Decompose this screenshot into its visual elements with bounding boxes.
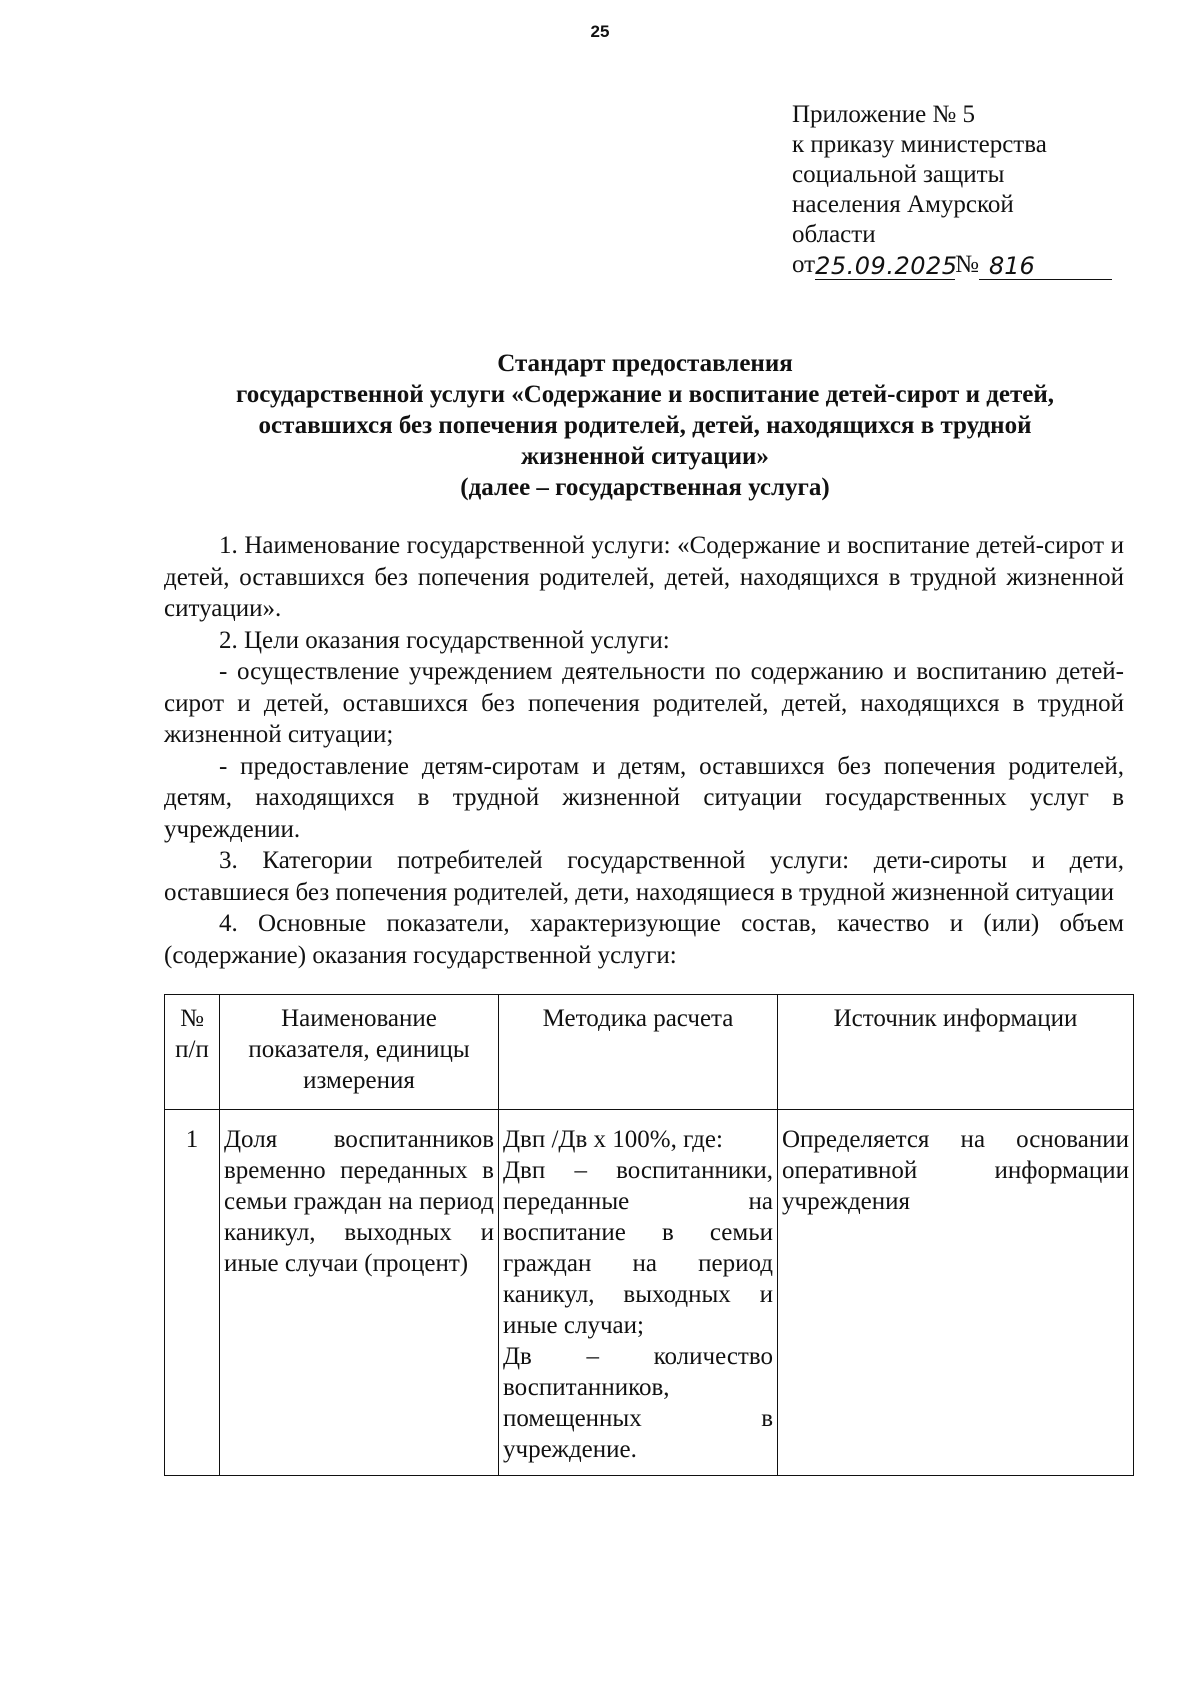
paragraph-goal-2: - предоставление детям-сиротам и детям, оставшихся без попечения родителей, детям, находящихся в трудной жизненной ситуации государственных услуг в учреждении. xyxy=(164,752,1124,843)
table-row xyxy=(165,1110,1134,1476)
method-definition-dv: Дв – количество воспитанников, помещенных в учреждение. xyxy=(503,1343,773,1463)
page-number: 25 xyxy=(590,22,610,41)
handwritten-order-number: 816 xyxy=(979,253,1112,280)
title-line: (далее – государственная услуга) xyxy=(460,474,830,501)
order-date-number-line xyxy=(792,250,1112,280)
appendix-line: населения Амурской xyxy=(792,191,1014,218)
header-calculation-method: Методика расчета xyxy=(499,995,778,1110)
paragraph-consumer-categories: 3. Категории потребителей государственной услуги: дети-сироты и дети, оставшиеся без попечения родителей, дети, находящиеся в трудной жизненной ситуации xyxy=(164,847,1124,906)
row-information-source: Определяется на основании оперативной информации учреждения xyxy=(778,1110,1134,1476)
row-indicator-name: Доля воспитанников временно переданных в семьи граждан на период каникул, выходных и иные случаи (процент) xyxy=(220,1110,499,1476)
title-line: оставшихся без попечения родителей, детей, находящихся в трудной xyxy=(258,412,1032,439)
header-indicator-name: Наименование показателя, единицы измерения xyxy=(220,995,499,1110)
title-line: государственной услуги «Содержание и воспитание детей-сирот и детей, xyxy=(235,381,1055,408)
appendix-line: социальной защиты xyxy=(792,161,1005,188)
appendix-line: области xyxy=(792,221,876,248)
appendix-block xyxy=(792,100,1112,280)
title-line: жизненной ситуации» xyxy=(521,443,769,470)
appendix-line: Приложение № 5 xyxy=(792,101,976,128)
paragraph-service-name: 1. Наименование государственной услуги: «Содержание и воспитание детей-сирот и детей, оставшихся без попечения родителей, детей, находящихся в трудной жизненной ситуации». xyxy=(164,532,1124,622)
method-definition-dvp: Двп – воспитанники, переданные на воспитание в семьи граждан на период каникул, выходных и иные случаи; xyxy=(503,1157,773,1339)
date-prefix: от xyxy=(792,251,816,278)
handwritten-date: 25.09.2025 xyxy=(815,252,958,280)
number-prefix: № xyxy=(955,251,979,278)
paragraph-goal-1: - осуществление учреждением деятельности по содержанию и воспитанию детей-сирот и детей, оставшихся без попечения родителей, детей, находящихся в трудной жизненной ситуации; xyxy=(164,658,1124,748)
paragraph-indicators-intro: 4. Основные показатели, характеризующие состав, качество и (или) объем (содержание) оказания государственной услуги: xyxy=(164,910,1124,969)
paragraph-goals-heading: 2. Цели оказания государственной услуги: xyxy=(219,626,670,654)
indicators-table xyxy=(164,994,1134,1476)
method-formula: Двп /Дв х 100%, где: xyxy=(503,1126,723,1153)
row-calculation-method xyxy=(499,1110,778,1476)
header-information-source: Источник информации xyxy=(778,995,1134,1110)
appendix-line: к приказу министерства xyxy=(792,131,1047,158)
header-number: № п/п xyxy=(165,995,220,1110)
document-body xyxy=(164,530,1124,971)
document-title xyxy=(150,348,1140,503)
row-number: 1 xyxy=(165,1110,220,1476)
table-header-row xyxy=(165,995,1134,1110)
title-line: Стандарт предоставления xyxy=(497,350,793,377)
